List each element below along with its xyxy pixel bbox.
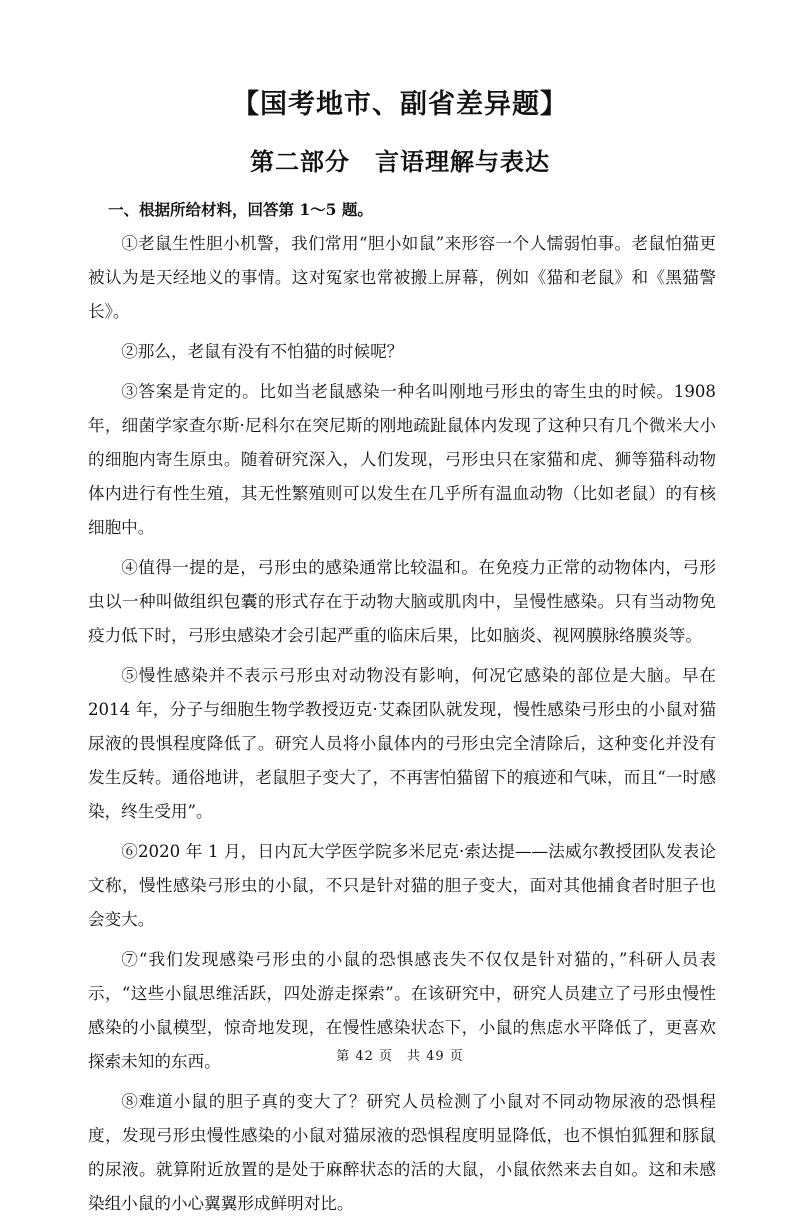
- passage-body: [88, 227, 716, 1227]
- paragraph-3: ③答案是肯定的。比如当老鼠感染一种名叫刚地弓形虫的寄生虫的时候。1908 年，细菌学家查尔斯·尼科尔在突尼斯的刚地疏趾鼠体内发现了这种只有几个微米大小的细胞内寄生原虫。随着研究深入，人们发现，弓形虫只在家猫和虎、狮等猫科动物体内进行有性生殖，其无性繁殖则可以发生在几乎所有温血动物（比如老鼠）的有核细胞中。: [88, 382, 716, 537]
- question-instruction: 一、根据所给材料，回答第 1～5 题。: [108, 200, 373, 219]
- page-footer: 第 42 页 共 49 页: [336, 1049, 464, 1064]
- paragraph-7: ⑦“我们发现感染弓形虫的小鼠的恐惧感丧失不仅仅是针对猫的，”科研人员表示，“这些小鼠思维活跃，四处游走探索”。在该研究中，研究人员建立了弓形虫慢性感染的小鼠模型，惊奇地发现，在慢性感染状态下，小鼠的焦虑水平降低了，更喜欢探索未知的东西。: [88, 950, 716, 1071]
- paragraph-8: ⑧难道小鼠的胆子真的变大了？研究人员检测了小鼠对不同动物尿液的恐惧程度，发现弓形虫慢性感染的小鼠对猫尿液的恐惧程度明显降低，也不惧怕狐狸和豚鼠的尿液。就算附近放置的是处于麻醉状态的活的大鼠，小鼠依然来去自如。这和未感染组小鼠的小心翼翼形成鲜明对比。: [88, 1092, 716, 1213]
- section-title: 第二部分 言语理解与表达: [250, 148, 550, 176]
- page-title: 【国考地市、副省差异题】: [232, 89, 568, 120]
- paragraph-6: ⑥2020 年 1 月，日内瓦大学医学院多米尼克·索达提——法威尔教授团队发表论文称，慢性感染弓形虫的小鼠，不只是针对猫的胆子变大，面对其他捕食者时胆子也会变大。: [88, 842, 716, 929]
- paragraph-1: ①老鼠生性胆小机警，我们常用“胆小如鼠”来形容一个人懦弱怕事。老鼠怕猫更被认为是天经地义的事情。这对冤家也常被搬上屏幕，例如《猫和老鼠》和《黑猫警长》。: [88, 234, 716, 321]
- paragraph-5: ⑤慢性感染并不表示弓形虫对动物没有影响，何况它感染的部位是大脑。早在 2014 年，分子与细胞生物学教授迈克·艾森团队就发现，慢性感染弓形虫的小鼠对猫尿液的畏惧程度降低了。研究人员将小鼠体内的弓形虫完全清除后，这种变化并没有发生反转。通俗地讲，老鼠胆子变大了，不再害怕猫留下的痕迹和气味，而且“一时感染，终生受用”。: [88, 666, 716, 821]
- paragraph-4: ④值得一提的是，弓形虫的感染通常比较温和。在免疫力正常的动物体内，弓形虫以一种叫做组织包囊的形式存在于动物大脑或肌肉中，呈慢性感染。只有当动物免疫力低下时，弓形虫感染才会引起严重的临床后果，比如脑炎、视网膜脉络膜炎等。: [88, 558, 716, 645]
- paragraph-2: ②那么，老鼠有没有不怕猫的时候呢？: [121, 342, 404, 361]
